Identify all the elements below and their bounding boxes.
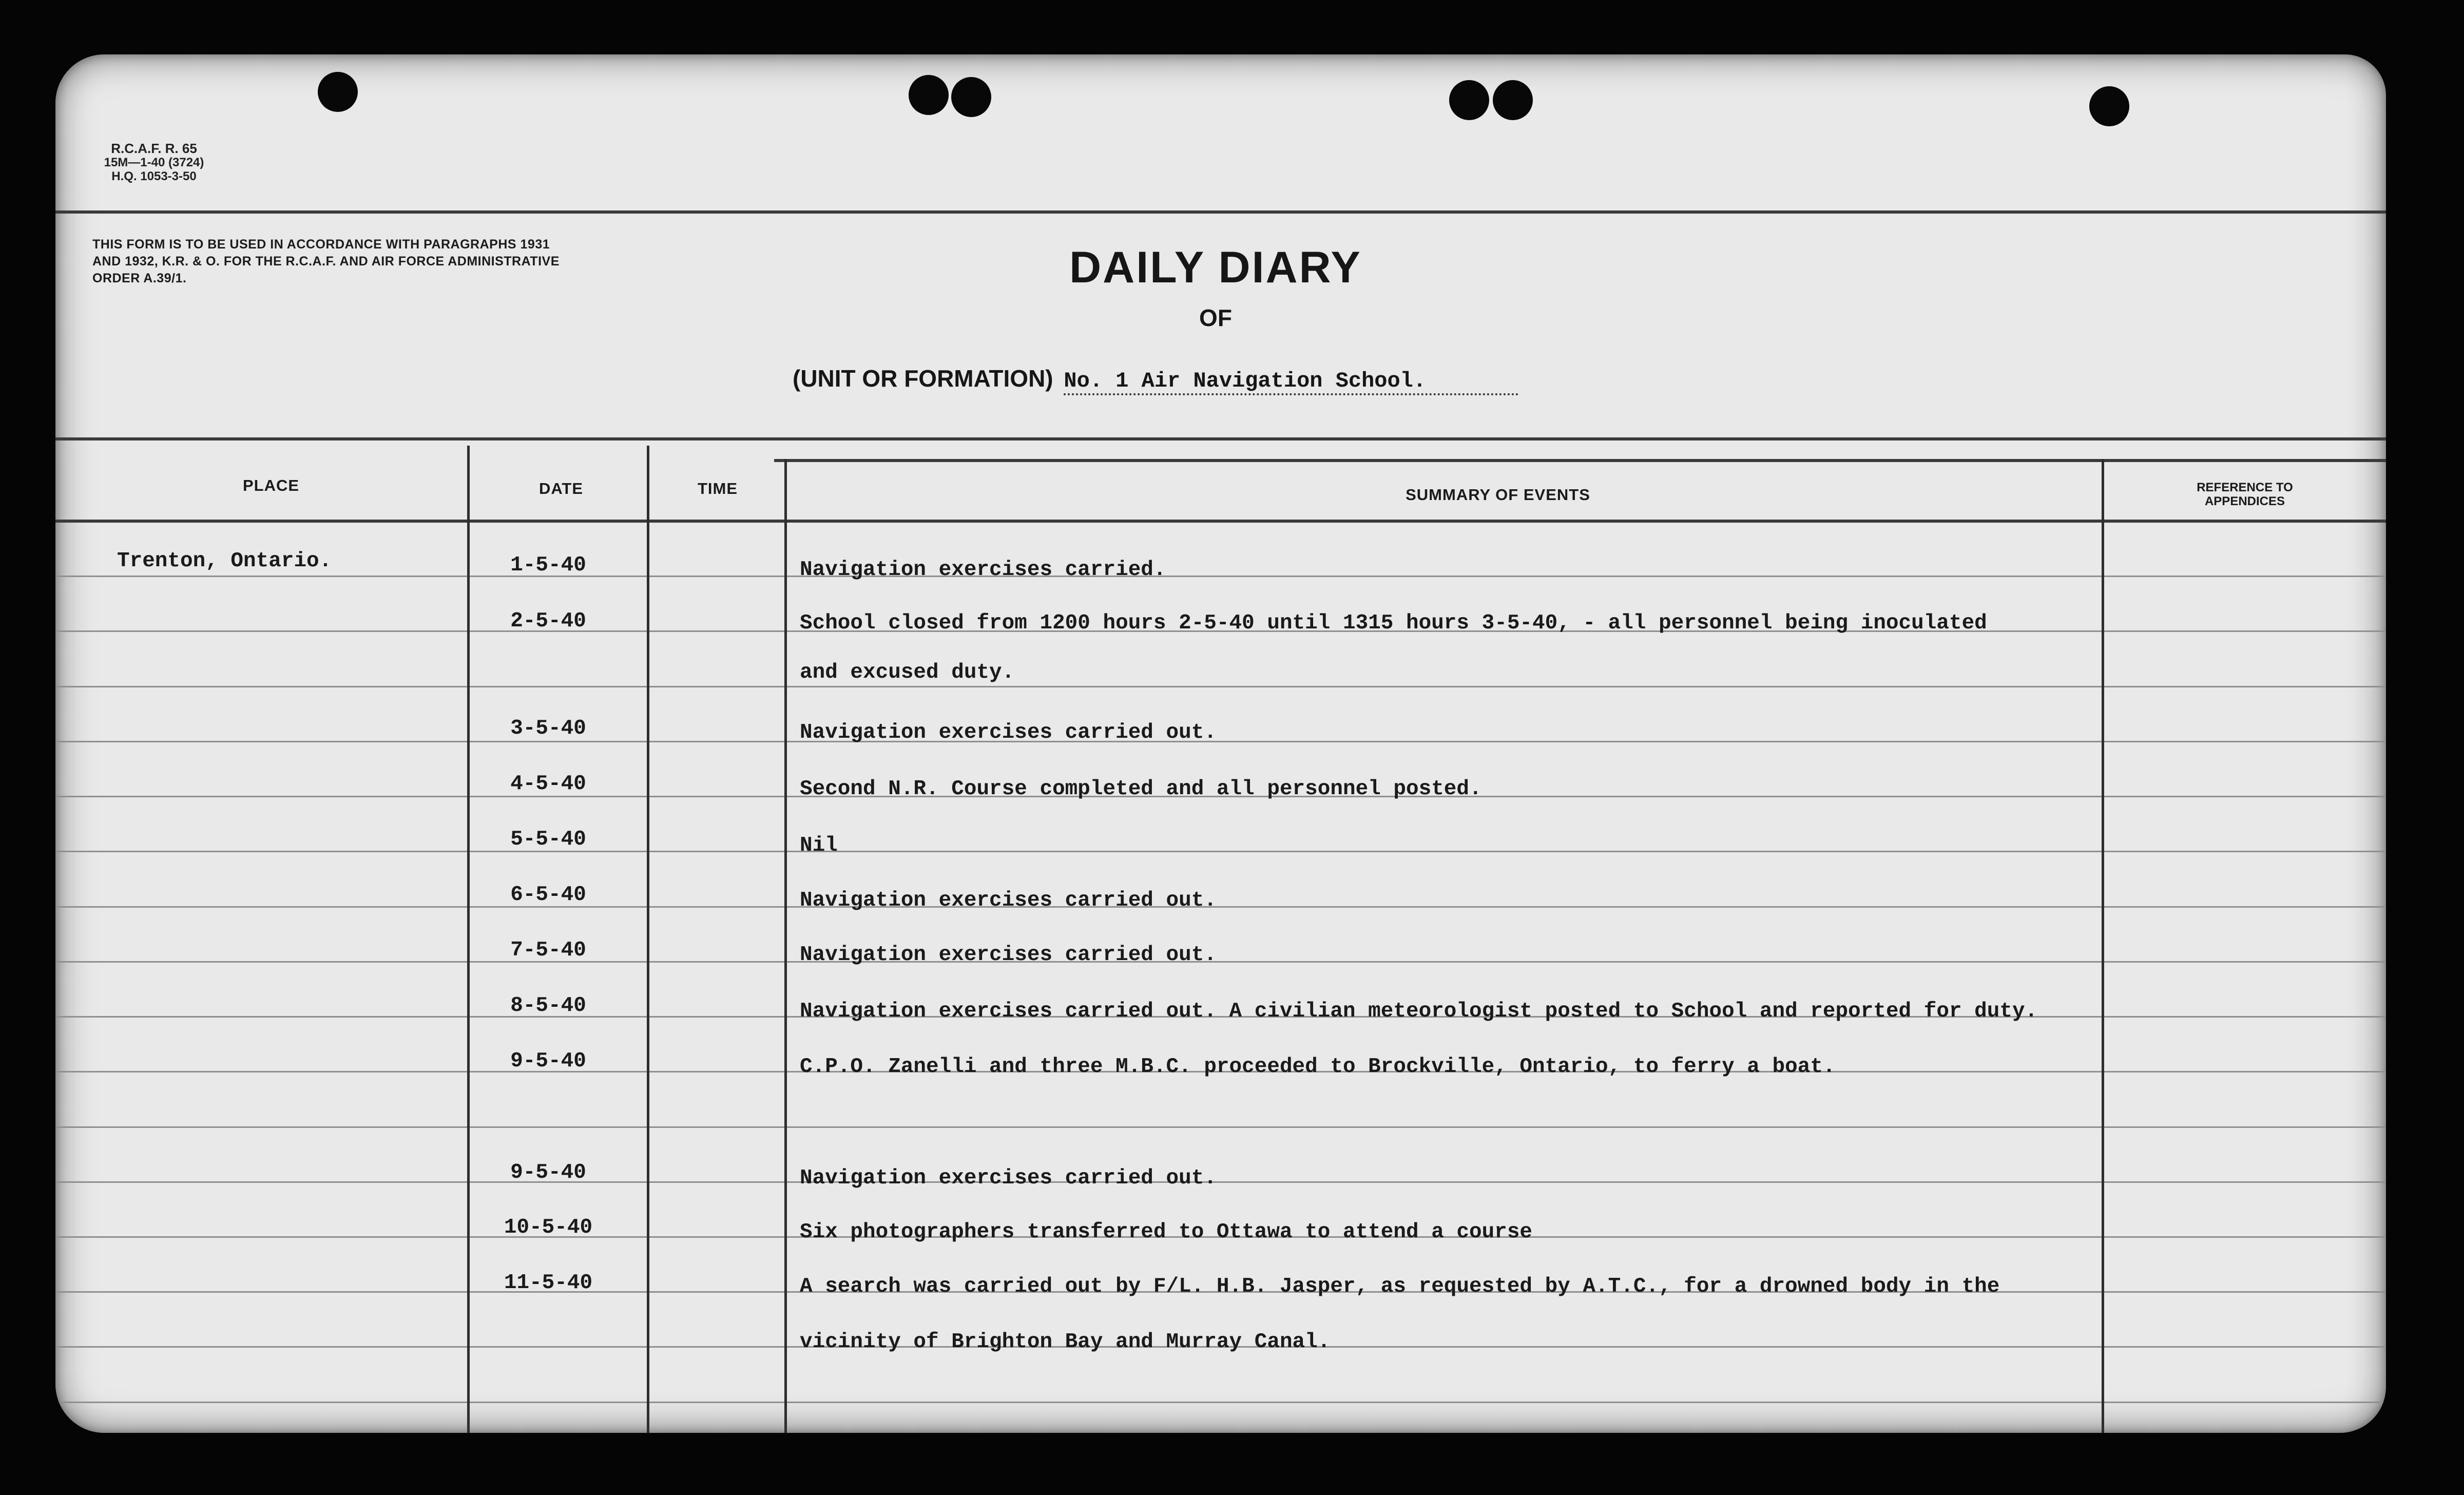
summary-cell: Navigation exercises carried out. (800, 889, 1217, 912)
form-code-line: R.C.A.F. R. 65 (111, 141, 197, 156)
summary-cell: Navigation exercises carried out. A civilian meteorologist posted to School and reported for duty. C.P.O. Zanelli and three M.B.C. proceeded to Brockville, Ontario, to ferry a boat. (800, 1000, 2038, 1079)
header-rule (55, 210, 2386, 214)
ruled-line (55, 906, 2386, 908)
unit-line (793, 365, 1518, 393)
summary-cell: School closed from 1200 hours 2-5-40 until 1315 hours 3-5-40, - all personnel being inoculated and excused duty. (800, 611, 1987, 684)
punch-hole (909, 75, 949, 115)
ruled-line (55, 1181, 2386, 1183)
place-cell: Trenton, Ontario. (117, 549, 332, 573)
date-cell: 7-5-40 (510, 938, 586, 962)
date-cell: 9-5-40 (510, 1161, 586, 1184)
date-cell: 6-5-40 (510, 883, 586, 907)
date-cell: 3-5-40 (510, 717, 586, 740)
summary-cell: Navigation exercises carried out. (800, 943, 1217, 967)
date-cell: 11-5-40 (504, 1271, 593, 1295)
unit-value: No. 1 Air Navigation School. (1064, 369, 1518, 395)
table-mid-rule (774, 459, 2386, 462)
summary-cell: Navigation exercises carried out. (800, 1166, 1217, 1190)
ruled-line (55, 741, 2386, 742)
punch-hole (2089, 86, 2129, 126)
table-top-rule (55, 437, 2386, 440)
form-code (92, 142, 216, 183)
summary-cell: Nil (800, 834, 838, 857)
punch-hole (1449, 80, 1489, 120)
column-header-date: DATE (538, 480, 584, 497)
date-cell: 10-5-40 (504, 1216, 593, 1239)
form-title-of: OF (1199, 304, 1232, 331)
form-instructions: THIS FORM IS TO BE USED IN ACCORDANCE WITH PARAGRAPHS 1931 AND 1932, K.R. & O. FOR THE R.C.A.F. AND AIR FORCE ADMINISTRATIVE ORDER A.39/1. (92, 237, 560, 285)
column-divider (784, 459, 787, 1433)
column-header-summary: SUMMARY OF EVENTS (1406, 486, 1590, 504)
column-divider (2102, 459, 2104, 1433)
summary-cell: A search was carried out by F/L. H.B. Jasper, as requested by A.T.C., for a drowned body in the vicinity of Brighton Bay and Murray Canal. (800, 1275, 2000, 1354)
summary-cell: Navigation exercises carried out. (800, 721, 1217, 744)
ruled-line (55, 961, 2386, 963)
ruled-line (55, 1126, 2386, 1128)
ruled-line (55, 1402, 2386, 1403)
date-cell: 2-5-40 (510, 609, 586, 633)
form-title: DAILY DIARY (1069, 243, 1362, 292)
column-header-reference: REFERENCE TO APPENDICES (2197, 481, 2293, 508)
ruled-line (55, 851, 2386, 852)
form-code-line: 15M—1-40 (3724) (104, 156, 204, 169)
column-divider (647, 446, 649, 1433)
column-header-place: PLACE (242, 476, 300, 494)
column-header-rule (55, 520, 2386, 523)
punch-hole (951, 77, 991, 117)
summary-cell: Six photographers transferred to Ottawa to attend a course (800, 1220, 1533, 1244)
column-header-time: TIME (697, 480, 738, 497)
date-cell: 9-5-40 (510, 1049, 586, 1073)
punch-hole (1493, 80, 1533, 120)
unit-label: (UNIT OR FORMATION) (793, 365, 1053, 392)
date-cell: 1-5-40 (510, 553, 586, 577)
date-cell: 8-5-40 (510, 994, 586, 1018)
diary-form (55, 54, 2386, 1433)
summary-cell: Second N.R. Course completed and all personnel posted. (800, 777, 1482, 801)
date-cell: 4-5-40 (510, 772, 586, 796)
date-cell: 5-5-40 (510, 828, 586, 851)
ruled-line (55, 576, 2386, 577)
punch-hole (318, 72, 358, 112)
form-code-line: H.Q. 1053-3-50 (111, 169, 197, 183)
summary-cell: Navigation exercises carried. (800, 558, 1166, 582)
